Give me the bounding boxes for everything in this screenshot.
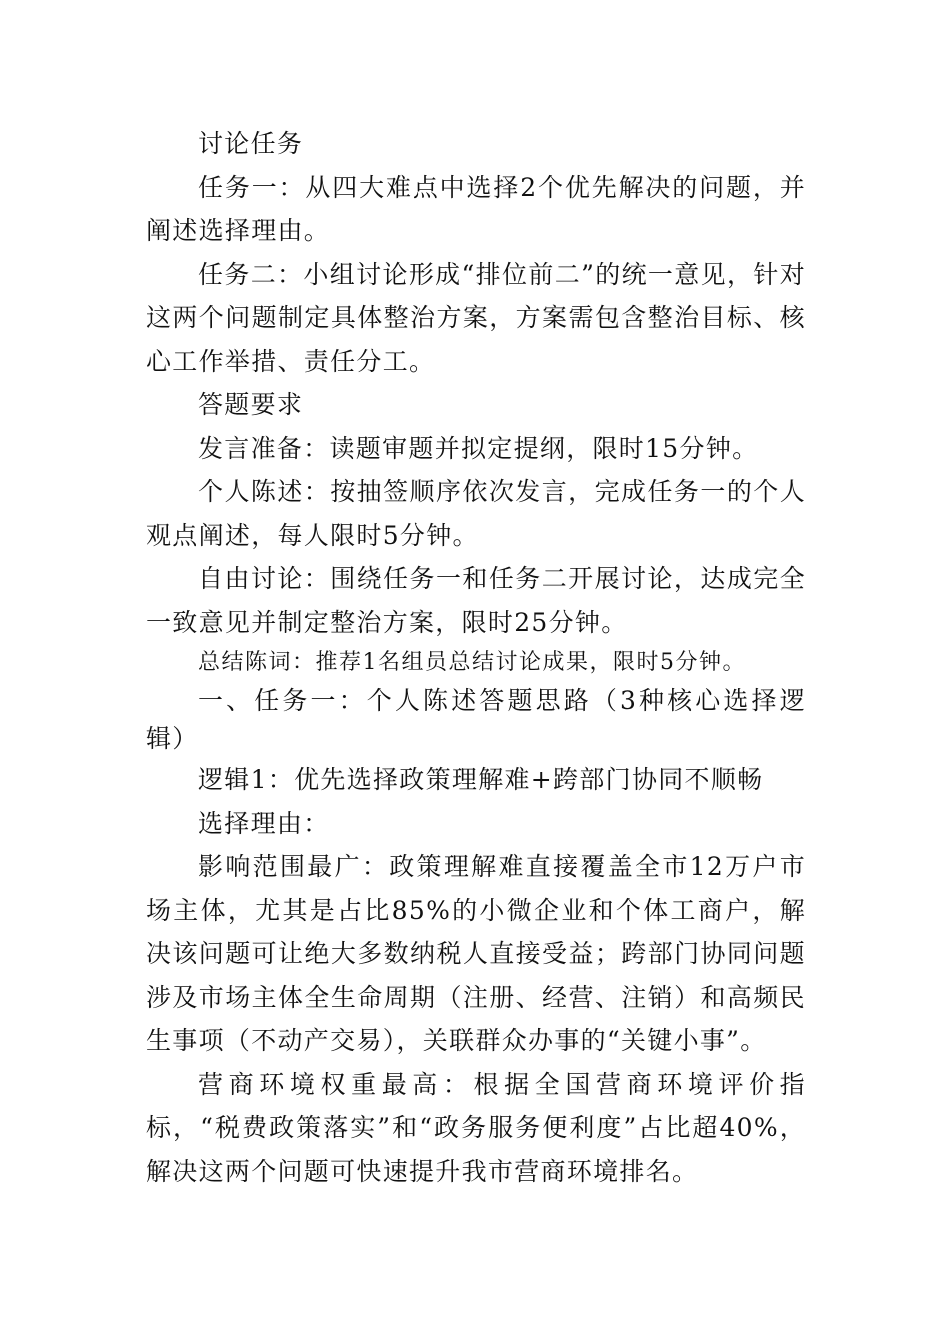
paragraph-closing-statement: 总结陈词：推荐1名组员总结讨论成果，限时5分钟。 xyxy=(198,650,746,675)
heading-selection-reasons: 选择理由： xyxy=(198,808,330,838)
paragraph-personal-statement: 个人陈述：按抽签顺序依次发言，完成任务一的个人观点阐述，每人限时5分钟。 xyxy=(146,477,806,550)
heading-section-one: 一、任务一：个人陈述答题思路（3种核心选择逻辑） xyxy=(146,686,806,753)
paragraph-task-one: 任务一：从四大难点中选择2个优先解决的问题，并阐述选择理由。 xyxy=(146,172,806,245)
paragraph-speech-preparation: 发言准备：读题审题并拟定提纲，限时15分钟。 xyxy=(198,433,759,463)
paragraph-highest-weight: 营商环境权重最高：根据全国营商环境评价指标，“税费政策落实”和“政务服务便利度”占比超40%，解决这两个问题可快速提升我市营商环境排名。 xyxy=(146,1069,806,1186)
paragraph-free-discussion: 自由讨论：围绕任务一和任务二开展讨论，达成完全一致意见并制定整治方案，限时25分钟。 xyxy=(146,564,806,637)
heading-logic-one: 逻辑1：优先选择政策理解难+跨部门协同不顺畅 xyxy=(198,765,764,794)
paragraph-task-two: 任务二：小组讨论形成“排位前二”的统一意见，针对这两个问题制定具体整治方案，方案需包含整治目标、核心工作举措、责任分工。 xyxy=(146,259,806,376)
heading-discussion-tasks: 讨论任务 xyxy=(198,129,304,158)
heading-answer-requirements: 答题要求 xyxy=(198,390,304,419)
paragraph-widest-impact: 影响范围最广：政策理解难直接覆盖全市12万户市场主体，尤其是占比85%的小微企业和个体工商户，解决该问题可让绝大多数纳税人直接受益；跨部门协同问题涉及市场主体全生命周期（注册、经营、注销）和高频民生事项（不动产交易），关联群众办事的“关键小事”。 xyxy=(146,852,806,1055)
document-body xyxy=(146,122,806,1193)
